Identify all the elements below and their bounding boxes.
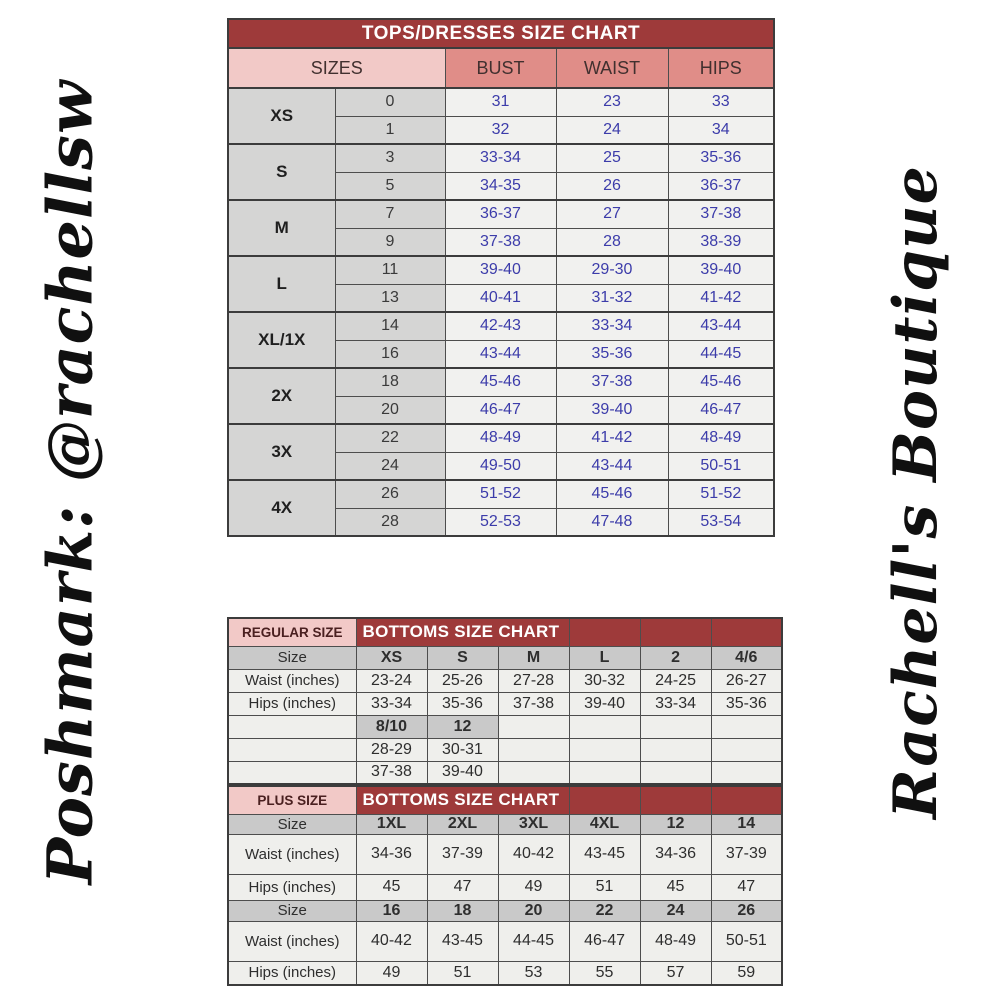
size-number-cell: 14 bbox=[335, 312, 445, 340]
size-group-label: 3X bbox=[228, 424, 335, 480]
size-number-cell: 20 bbox=[335, 396, 445, 424]
size-number-cell: 1 bbox=[335, 116, 445, 144]
table-cell: 14 bbox=[711, 814, 782, 834]
size-number-cell: 3 bbox=[335, 144, 445, 172]
hips-value-cell: 45-46 bbox=[668, 368, 774, 396]
tops-chart-title: TOPS/DRESSES SIZE CHART bbox=[228, 19, 774, 48]
table-cell: 39-40 bbox=[427, 761, 498, 784]
size-group-label: 2X bbox=[228, 368, 335, 424]
size-group-label: XL/1X bbox=[228, 312, 335, 368]
tops-table-body bbox=[228, 88, 774, 536]
table-cell: 26 bbox=[711, 900, 782, 921]
waist-value-cell: 35-36 bbox=[556, 340, 668, 368]
table-cell: 43-45 bbox=[569, 834, 640, 874]
hips-value-cell: 46-47 bbox=[668, 396, 774, 424]
table-cell: 37-38 bbox=[356, 761, 427, 784]
table-cell: 34-36 bbox=[356, 834, 427, 874]
bust-value-cell: 34-35 bbox=[445, 172, 556, 200]
table-cell: L bbox=[569, 646, 640, 669]
size-number-cell: 11 bbox=[335, 256, 445, 284]
regular-size-badge: REGULAR SIZE bbox=[228, 618, 356, 646]
bust-value-cell: 40-41 bbox=[445, 284, 556, 312]
waist-value-cell: 28 bbox=[556, 228, 668, 256]
hips-value-cell: 44-45 bbox=[668, 340, 774, 368]
waist-value-cell: 31-32 bbox=[556, 284, 668, 312]
table-cell: 8/10 bbox=[356, 715, 427, 738]
table-cell: 40-42 bbox=[356, 921, 427, 961]
table-cell: 47 bbox=[711, 874, 782, 900]
waist-value-cell: 43-44 bbox=[556, 452, 668, 480]
bust-value-cell: 43-44 bbox=[445, 340, 556, 368]
table-cell: XS bbox=[356, 646, 427, 669]
size-number-cell: 24 bbox=[335, 452, 445, 480]
table-cell: 24 bbox=[640, 900, 711, 921]
table-cell: 1XL bbox=[356, 814, 427, 834]
hips-value-cell: 33 bbox=[668, 88, 774, 116]
column-header-sizes: SIZES bbox=[228, 48, 445, 88]
table-cell: 26-27 bbox=[711, 669, 782, 692]
waist-value-cell: 29-30 bbox=[556, 256, 668, 284]
table-cell bbox=[711, 738, 782, 761]
bust-value-cell: 32 bbox=[445, 116, 556, 144]
table-cell: 51 bbox=[569, 874, 640, 900]
table-cell: 55 bbox=[569, 961, 640, 985]
size-group-label: L bbox=[228, 256, 335, 312]
table-cell: 25-26 bbox=[427, 669, 498, 692]
row-label: Hips (inches) bbox=[228, 692, 356, 715]
bust-value-cell: 31 bbox=[445, 88, 556, 116]
bust-value-cell: 42-43 bbox=[445, 312, 556, 340]
table-cell: 43-45 bbox=[427, 921, 498, 961]
waist-value-cell: 25 bbox=[556, 144, 668, 172]
table-cell bbox=[569, 738, 640, 761]
table-cell bbox=[498, 738, 569, 761]
tops-size-table bbox=[227, 18, 775, 537]
waist-value-cell: 37-38 bbox=[556, 368, 668, 396]
bust-value-cell: 36-37 bbox=[445, 200, 556, 228]
row-label: Size bbox=[228, 814, 356, 834]
table-cell: 4/6 bbox=[711, 646, 782, 669]
row-label: Size bbox=[228, 900, 356, 921]
table-cell: 46-47 bbox=[569, 921, 640, 961]
waist-value-cell: 33-34 bbox=[556, 312, 668, 340]
table-cell: 51 bbox=[427, 961, 498, 985]
size-number-cell: 28 bbox=[335, 508, 445, 536]
table-cell: 39-40 bbox=[569, 692, 640, 715]
row-label bbox=[228, 761, 356, 784]
size-number-cell: 16 bbox=[335, 340, 445, 368]
table-cell: 22 bbox=[569, 900, 640, 921]
table-cell: 27-28 bbox=[498, 669, 569, 692]
table-cell bbox=[640, 738, 711, 761]
waist-value-cell: 26 bbox=[556, 172, 668, 200]
row-label bbox=[228, 715, 356, 738]
header-filler-cell bbox=[569, 618, 640, 646]
row-label: Size bbox=[228, 646, 356, 669]
table-cell: 50-51 bbox=[711, 921, 782, 961]
bust-value-cell: 49-50 bbox=[445, 452, 556, 480]
hips-value-cell: 43-44 bbox=[668, 312, 774, 340]
table-cell: 53 bbox=[498, 961, 569, 985]
hips-value-cell: 48-49 bbox=[668, 424, 774, 452]
size-group-label: M bbox=[228, 200, 335, 256]
column-header-hips: HIPS bbox=[668, 48, 774, 88]
header-filler-cell bbox=[569, 786, 640, 814]
table-cell: 12 bbox=[427, 715, 498, 738]
table-cell: 12 bbox=[640, 814, 711, 834]
table-cell: M bbox=[498, 646, 569, 669]
column-header-bust: BUST bbox=[445, 48, 556, 88]
waist-value-cell: 27 bbox=[556, 200, 668, 228]
bottoms-size-charts bbox=[227, 617, 783, 986]
hips-value-cell: 39-40 bbox=[668, 256, 774, 284]
table-cell: 34-36 bbox=[640, 834, 711, 874]
size-number-cell: 13 bbox=[335, 284, 445, 312]
table-cell bbox=[498, 715, 569, 738]
row-label: Waist (inches) bbox=[228, 921, 356, 961]
table-cell: 16 bbox=[356, 900, 427, 921]
table-cell: 2 bbox=[640, 646, 711, 669]
table-cell bbox=[498, 761, 569, 784]
table-cell bbox=[640, 761, 711, 784]
table-cell: 40-42 bbox=[498, 834, 569, 874]
waist-value-cell: 39-40 bbox=[556, 396, 668, 424]
size-group-label: 4X bbox=[228, 480, 335, 536]
plus-size-badge: PLUS SIZE bbox=[228, 786, 356, 814]
bust-value-cell: 39-40 bbox=[445, 256, 556, 284]
size-group-label: XS bbox=[228, 88, 335, 144]
table-cell: 59 bbox=[711, 961, 782, 985]
bust-value-cell: 46-47 bbox=[445, 396, 556, 424]
size-number-cell: 7 bbox=[335, 200, 445, 228]
waist-value-cell: 41-42 bbox=[556, 424, 668, 452]
hips-value-cell: 53-54 bbox=[668, 508, 774, 536]
table-cell: 48-49 bbox=[640, 921, 711, 961]
boutique-name-watermark: Rachell's Boutique bbox=[881, 165, 951, 819]
waist-value-cell: 24 bbox=[556, 116, 668, 144]
table-cell bbox=[711, 715, 782, 738]
tops-dresses-size-chart bbox=[227, 18, 775, 537]
hips-value-cell: 36-37 bbox=[668, 172, 774, 200]
table-cell: 2XL bbox=[427, 814, 498, 834]
hips-value-cell: 38-39 bbox=[668, 228, 774, 256]
poshmark-handle-watermark: Poshmark: @rachellsw bbox=[33, 79, 107, 885]
waist-value-cell: 45-46 bbox=[556, 480, 668, 508]
table-cell: 30-32 bbox=[569, 669, 640, 692]
bust-value-cell: 45-46 bbox=[445, 368, 556, 396]
table-cell: 28-29 bbox=[356, 738, 427, 761]
bust-value-cell: 52-53 bbox=[445, 508, 556, 536]
table-cell: 44-45 bbox=[498, 921, 569, 961]
size-group-label: S bbox=[228, 144, 335, 200]
table-cell: 49 bbox=[498, 874, 569, 900]
hips-value-cell: 51-52 bbox=[668, 480, 774, 508]
table-cell: 20 bbox=[498, 900, 569, 921]
table-cell: 3XL bbox=[498, 814, 569, 834]
row-label bbox=[228, 738, 356, 761]
plus-table-body bbox=[228, 814, 782, 985]
table-cell: 4XL bbox=[569, 814, 640, 834]
row-label: Waist (inches) bbox=[228, 669, 356, 692]
table-cell: 49 bbox=[356, 961, 427, 985]
table-cell: 37-39 bbox=[711, 834, 782, 874]
table-cell: 30-31 bbox=[427, 738, 498, 761]
table-cell: 18 bbox=[427, 900, 498, 921]
size-number-cell: 26 bbox=[335, 480, 445, 508]
table-cell bbox=[640, 715, 711, 738]
row-label: Hips (inches) bbox=[228, 874, 356, 900]
table-cell bbox=[569, 715, 640, 738]
table-cell: 24-25 bbox=[640, 669, 711, 692]
table-cell: 23-24 bbox=[356, 669, 427, 692]
plus-bottoms-title: BOTTOMS SIZE CHART bbox=[356, 786, 569, 814]
regular-bottoms-table bbox=[227, 617, 783, 785]
hips-value-cell: 41-42 bbox=[668, 284, 774, 312]
header-filler-cell bbox=[640, 618, 711, 646]
table-cell: 57 bbox=[640, 961, 711, 985]
size-number-cell: 5 bbox=[335, 172, 445, 200]
row-label: Waist (inches) bbox=[228, 834, 356, 874]
bust-value-cell: 48-49 bbox=[445, 424, 556, 452]
bust-value-cell: 33-34 bbox=[445, 144, 556, 172]
bust-value-cell: 37-38 bbox=[445, 228, 556, 256]
header-filler-cell bbox=[711, 786, 782, 814]
hips-value-cell: 35-36 bbox=[668, 144, 774, 172]
table-cell: 37-38 bbox=[498, 692, 569, 715]
bust-value-cell: 51-52 bbox=[445, 480, 556, 508]
hips-value-cell: 37-38 bbox=[668, 200, 774, 228]
header-filler-cell bbox=[711, 618, 782, 646]
table-cell: 35-36 bbox=[427, 692, 498, 715]
table-cell: 33-34 bbox=[356, 692, 427, 715]
size-number-cell: 0 bbox=[335, 88, 445, 116]
header-filler-cell bbox=[640, 786, 711, 814]
table-cell: 45 bbox=[356, 874, 427, 900]
table-cell: S bbox=[427, 646, 498, 669]
regular-table-body bbox=[228, 646, 782, 784]
table-cell: 37-39 bbox=[427, 834, 498, 874]
regular-bottoms-title: BOTTOMS SIZE CHART bbox=[356, 618, 569, 646]
table-cell: 47 bbox=[427, 874, 498, 900]
table-cell bbox=[569, 761, 640, 784]
table-cell: 35-36 bbox=[711, 692, 782, 715]
waist-value-cell: 47-48 bbox=[556, 508, 668, 536]
row-label: Hips (inches) bbox=[228, 961, 356, 985]
size-number-cell: 18 bbox=[335, 368, 445, 396]
column-header-waist: WAIST bbox=[556, 48, 668, 88]
plus-bottoms-table bbox=[227, 785, 783, 986]
waist-value-cell: 23 bbox=[556, 88, 668, 116]
table-cell: 45 bbox=[640, 874, 711, 900]
size-number-cell: 9 bbox=[335, 228, 445, 256]
hips-value-cell: 50-51 bbox=[668, 452, 774, 480]
table-cell bbox=[711, 761, 782, 784]
table-cell: 33-34 bbox=[640, 692, 711, 715]
size-number-cell: 22 bbox=[335, 424, 445, 452]
hips-value-cell: 34 bbox=[668, 116, 774, 144]
